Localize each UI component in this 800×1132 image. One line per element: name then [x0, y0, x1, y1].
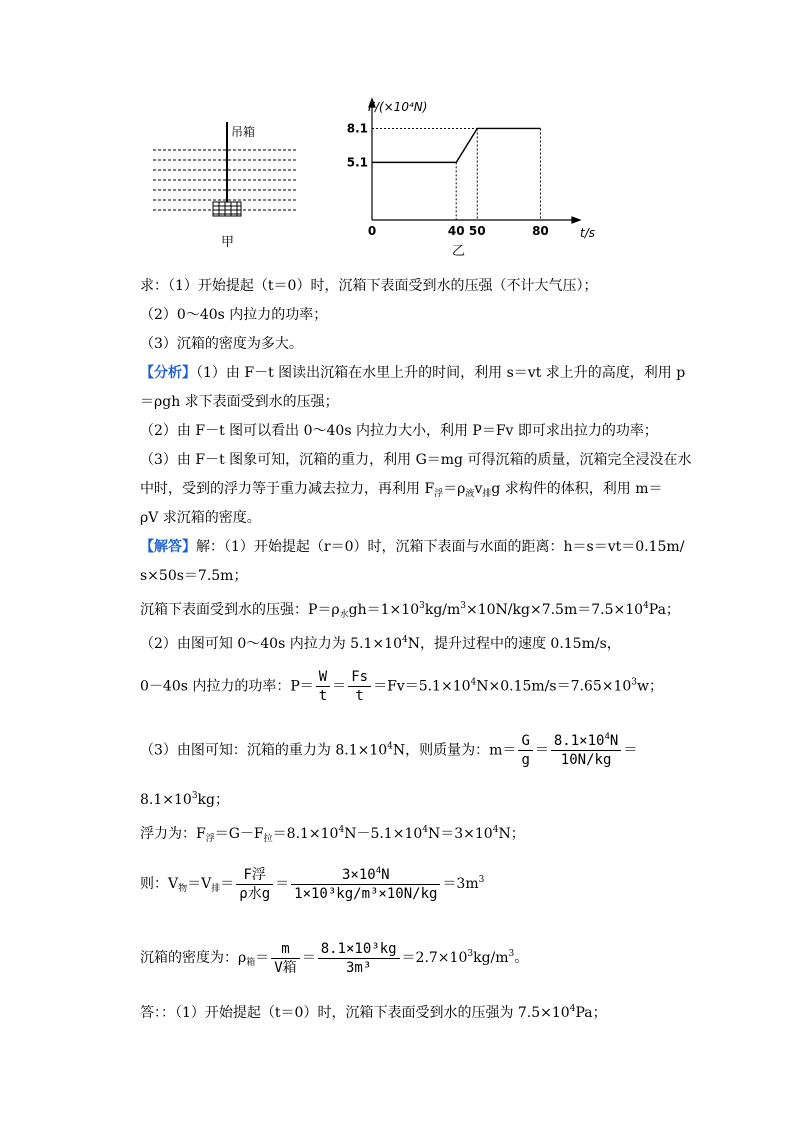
ft-chart: [340, 95, 600, 260]
t: 3: [467, 949, 474, 959]
t: 10N/kg: [560, 752, 612, 768]
t: w；: [637, 678, 664, 695]
chart-marks: [372, 128, 540, 162]
fraction-w-t: [316, 668, 330, 705]
t: kg/m: [424, 602, 461, 618]
t: kg；: [197, 792, 229, 808]
figure-jia: [145, 118, 305, 258]
x-tick-label: 80: [532, 224, 549, 238]
t: v: [474, 481, 483, 497]
analysis-line-2: ＝ρgh 求下表面受到水的压强；: [140, 394, 339, 410]
t: 排: [482, 489, 492, 499]
question-2: （2）0～40s 内拉力的功率；: [140, 307, 328, 323]
t: （3）由图可知：沉箱的重力为 8.1×10: [140, 742, 388, 759]
t: 拉: [263, 834, 273, 844]
t: N＝3×10: [428, 826, 493, 842]
t: 液: [465, 489, 475, 499]
t: 4: [569, 1004, 576, 1014]
t: Pa；: [648, 602, 680, 618]
t: ＝G－F: [214, 826, 264, 842]
t: t: [318, 688, 328, 704]
t: 3: [631, 677, 638, 688]
analysis-line-6: ρV 求沉箱的密度。: [140, 510, 261, 526]
answer-line-9: [140, 864, 484, 904]
answer-tag: 【解答】: [140, 539, 196, 555]
answer-line-2: s×50s＝7.5m；: [140, 568, 248, 584]
x-tick-label: 0: [367, 224, 377, 238]
t: N: [381, 866, 390, 883]
analysis-line-5: [140, 479, 663, 499]
t: 4: [387, 741, 393, 752]
t: 3: [478, 875, 485, 885]
fraction-g-g: [518, 732, 532, 769]
t: 4: [401, 635, 408, 645]
t: 。: [514, 950, 529, 966]
analysis-line-3: （2）由 F－t 图可以看出 0～40s 内拉力大小，利用 P＝Fv 即可求出拉力的功率；: [140, 423, 658, 439]
analysis-line-1: [140, 363, 685, 383]
t: g: [521, 752, 530, 768]
series-line: [372, 128, 540, 162]
chart-axes: [369, 99, 580, 223]
t: 4: [604, 732, 610, 742]
t: ＝3m: [442, 876, 479, 892]
answer-text-1: 解：（1）开始提起（r＝0）时，沉箱下表面与水面的距离：h＝s＝vt＝0.15m/: [196, 539, 685, 555]
answer-line-1: [140, 537, 684, 557]
t: 4: [643, 601, 649, 611]
answer-line-7: [140, 790, 229, 810]
t: ＝: [623, 742, 638, 759]
t: kg/m: [473, 950, 509, 966]
figure-jia-caption: 甲: [221, 235, 235, 250]
fraction-fs-t: [348, 668, 371, 705]
t: 浮: [434, 489, 444, 499]
answer-line-4: [140, 634, 621, 654]
t: 排: [211, 884, 221, 894]
t: ＝2.7×10: [401, 950, 468, 966]
t: 浮力为：F: [140, 826, 206, 842]
t: N，则质量为：m＝: [392, 742, 517, 759]
t: 0－40s 内拉力的功率：P＝: [140, 678, 314, 695]
t: N: [609, 733, 619, 749]
t: 水: [339, 610, 349, 620]
t: 3: [419, 601, 425, 611]
t: 1×10³kg/m³×10N/kg: [294, 885, 438, 902]
t: 4: [470, 677, 477, 688]
t: 沉箱下表面受到水的压强：P＝ρ: [140, 602, 340, 618]
t: ＝: [301, 950, 316, 966]
t: gh＝1×10: [348, 602, 420, 618]
t: ×10N/kg×7.5m＝7.5×10: [466, 602, 644, 618]
t: 3m³: [345, 959, 372, 976]
t: ＝V: [187, 876, 212, 892]
answer-line-11: [140, 1003, 607, 1023]
t: N－5.1×10: [344, 826, 423, 842]
t: ＝8.1×10: [272, 826, 339, 842]
answer-line-3: [140, 600, 680, 620]
t: V箱: [274, 959, 297, 976]
t: 箱: [246, 958, 256, 968]
t: ＝: [534, 742, 549, 759]
x-tick-label: 50: [468, 224, 486, 238]
t: ＝: [275, 876, 290, 892]
t: Fs: [348, 668, 371, 687]
analysis-tag: 【分析】: [140, 365, 196, 381]
t: ＝: [220, 876, 235, 892]
y-tick-label: 5.1: [346, 155, 368, 170]
t: Pa；: [575, 1005, 607, 1021]
t: ρ水g: [239, 885, 271, 902]
t: N；: [498, 826, 525, 842]
t: t: [355, 688, 364, 704]
t: 沉箱的密度为：ρ: [140, 950, 247, 966]
t: 4: [492, 825, 499, 835]
t: 中时，受到的浮力等于重力减去拉力，再利用 F: [140, 481, 435, 497]
t: W: [316, 668, 330, 687]
x-axis-label: t/s: [580, 226, 595, 240]
t: 浮: [205, 834, 215, 844]
chart-guides: [372, 128, 540, 220]
t: 8.1×10³kg: [318, 940, 400, 959]
t: N×0.15m/s＝7.65×10: [476, 678, 632, 695]
t: F浮: [236, 866, 273, 885]
analysis-text-1: （1）由 F－t 图读出沉箱在水里上升的时间，利用 s＝vt 求上升的高度，利用 p: [196, 365, 686, 381]
answer-line-10: [140, 938, 528, 978]
t: ＝Fv＝5.1×10: [373, 678, 471, 695]
t: 3: [460, 601, 467, 611]
question-1: 求：（1）开始提起（t＝0）时，沉箱下表面受到水的压强（不计大气压）；: [140, 278, 598, 294]
t: G: [518, 732, 532, 751]
t: 4: [375, 865, 382, 876]
y-tick-label: 8.1: [346, 121, 368, 136]
t: g 求构件的体积，利用 m＝: [491, 481, 663, 497]
water-lines: [153, 150, 297, 210]
answer-line-5: [140, 668, 663, 705]
fraction-fbuoy: [236, 866, 273, 903]
t: m: [271, 940, 299, 959]
t: 物: [178, 884, 188, 894]
t: 4: [422, 825, 428, 835]
figure-yi-caption: 乙: [452, 244, 466, 259]
fraction-mass: [551, 732, 621, 769]
fraction-density: [318, 940, 400, 977]
t: （2）由图可知 0～40s 内拉力为 5.1×10: [140, 636, 402, 652]
t: 3: [191, 791, 198, 801]
t: ＝: [255, 950, 270, 966]
t: 答：：（1）开始提起（t＝0）时，沉箱下表面受到水的压强为 7.5×10: [140, 1005, 570, 1021]
t: ＝ρ: [443, 481, 466, 497]
crane-label: 吊箱: [231, 125, 256, 139]
t: 3×10: [342, 866, 376, 883]
y-axis-label: F/(×10⁴N): [368, 100, 428, 114]
t: ＝: [332, 678, 347, 695]
question-3: （3）沉箱的密度为多大。: [140, 336, 303, 352]
t: 3: [508, 949, 515, 959]
t: 8.1×10: [553, 733, 605, 749]
answer-line-6: [140, 732, 637, 769]
t: 则：V: [140, 876, 179, 892]
answer-line-8: [140, 824, 525, 844]
x-tick-label: 40: [447, 224, 465, 238]
t: 8.1×10: [140, 792, 192, 808]
caisson-box: [213, 202, 241, 216]
t: 4: [338, 825, 345, 835]
t: N，提升过程中的速度 0.15m/s，: [407, 636, 621, 652]
fraction-m-v: [271, 940, 299, 977]
fraction-volume: [291, 866, 440, 903]
analysis-line-4: （3）由 F－t 图象可知，沉箱的重力，利用 G＝mg 可得沉箱的质量，沉箱完全浸没在水: [140, 452, 692, 468]
